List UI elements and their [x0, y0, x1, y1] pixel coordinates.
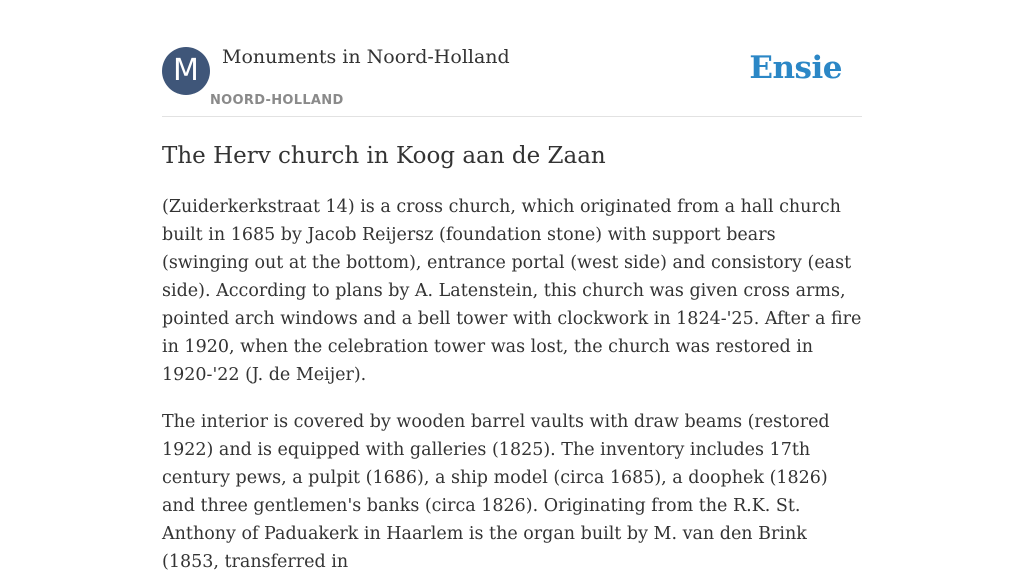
ensie-logo[interactable]: Ensie [749, 50, 842, 86]
book-title-link[interactable]: Monuments in Noord-Holland [222, 46, 510, 68]
content-column [162, 0, 862, 576]
article-paragraph-1: (Zuiderkerkstraat 14) is a cross church, which originated from a hall church built in 1685 by Jacob Reijersz (foundation stone) with support bears (swinging out at the bottom), entrance portal (west side) and consistory (east side). According to plans by A. Latenstein, this church was given cross arms, pointed arch windows and a bell tower with clockwork in 1824-'25. After a fire in 1920, when the celebration tower was lost, the church was restored in 1920-'22 (J. de Meijer). [162, 197, 862, 385]
article-paragraph-2: The interior is covered by wooden barrel vaults with draw beams (restored 1922) and is equipped with galleries (1825). The inventory includes 17th century pews, a pulpit (1686), a ship model (circa 1685), a doophek (1826) and three gentlemen's banks (circa 1826). Originating from the R.K. St. Anthony of Paduakerk in Haarlem is the organ built by M. van den Brink (1853, transferred in [162, 412, 830, 572]
header [162, 0, 862, 117]
category-label[interactable]: NOORD-HOLLAND [210, 93, 344, 108]
avatar[interactable]: M [162, 47, 210, 95]
article-title: The Herv church in Koog aan de Zaan [162, 143, 606, 169]
